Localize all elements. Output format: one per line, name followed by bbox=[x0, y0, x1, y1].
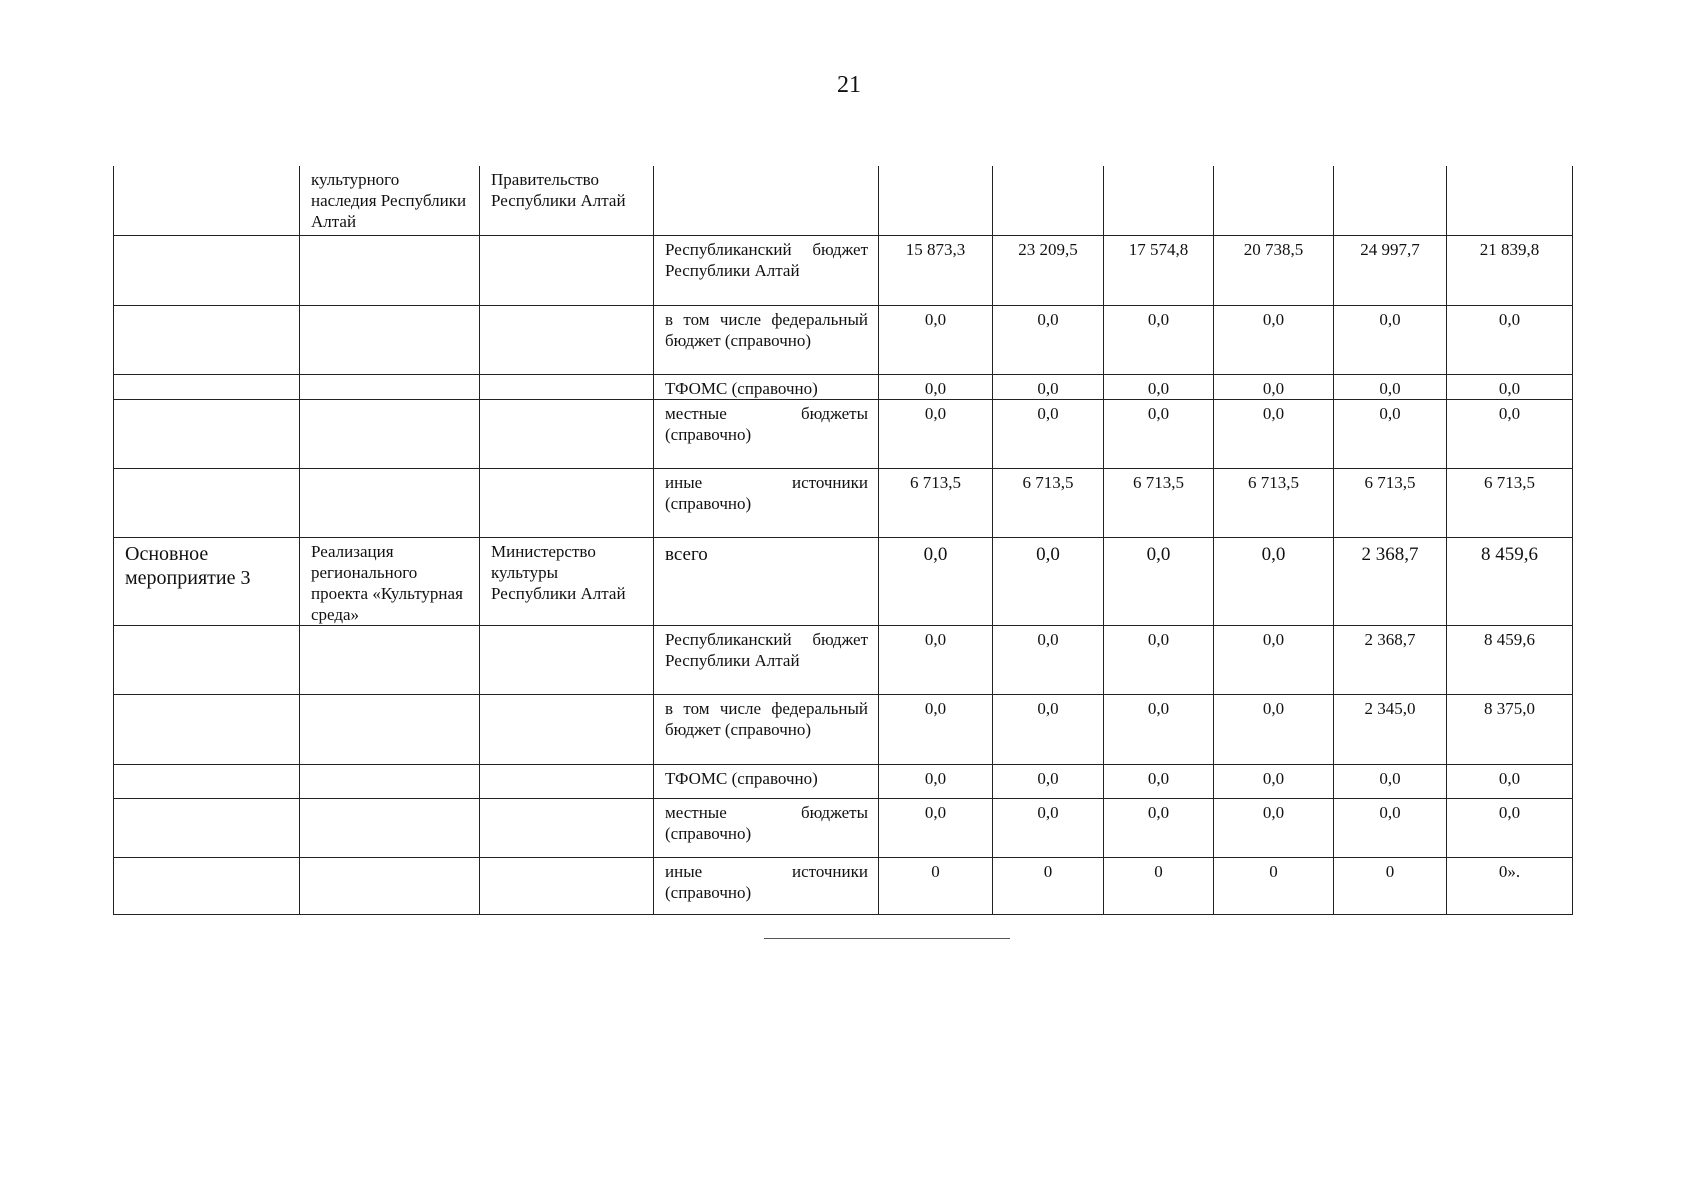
value-cell: 0,0 bbox=[993, 305, 1104, 374]
value-cell: 0,0 bbox=[1334, 305, 1447, 374]
value-cell: 0,0 bbox=[993, 694, 1104, 764]
table-row bbox=[114, 468, 1573, 537]
event-cell bbox=[114, 694, 300, 764]
event-cell bbox=[114, 166, 300, 235]
activity-cell bbox=[300, 468, 480, 537]
value-cell: 8 459,6 bbox=[1447, 625, 1573, 694]
value-cell: 21 839,8 bbox=[1447, 235, 1573, 305]
value-cell bbox=[993, 166, 1104, 235]
value-cell: 2 368,7 bbox=[1334, 537, 1447, 625]
activity-cell bbox=[300, 857, 480, 914]
activity-cell bbox=[300, 305, 480, 374]
executor-cell: Министерство культуры Республики Алтай bbox=[480, 537, 654, 625]
budget-table bbox=[113, 166, 1573, 915]
value-cell: 0,0 bbox=[1214, 625, 1334, 694]
executor-cell: Правительство Республики Алтай bbox=[480, 166, 654, 235]
value-cell: 0,0 bbox=[993, 625, 1104, 694]
activity-cell: Реализация регионального проекта «Культурная среда» bbox=[300, 537, 480, 625]
table-row bbox=[114, 857, 1573, 914]
value-cell bbox=[879, 166, 993, 235]
activity-cell bbox=[300, 798, 480, 857]
value-cell: 0,0 bbox=[1214, 764, 1334, 798]
value-cell: 0,0 bbox=[1214, 305, 1334, 374]
value-cell: 15 873,3 bbox=[879, 235, 993, 305]
value-cell: 0,0 bbox=[993, 764, 1104, 798]
value-cell: 0,0 bbox=[1334, 798, 1447, 857]
value-cell: 0,0 bbox=[879, 764, 993, 798]
event-cell bbox=[114, 235, 300, 305]
table-row bbox=[114, 305, 1573, 374]
value-cell: 24 997,7 bbox=[1334, 235, 1447, 305]
value-cell: 0,0 bbox=[1214, 399, 1334, 468]
value-cell: 0,0 bbox=[1447, 399, 1573, 468]
executor-cell bbox=[480, 764, 654, 798]
value-cell bbox=[1334, 166, 1447, 235]
value-cell: 6 713,5 bbox=[879, 468, 993, 537]
value-cell: 0,0 bbox=[1104, 798, 1214, 857]
source-cell bbox=[654, 166, 879, 235]
value-cell: 0 bbox=[1334, 857, 1447, 914]
source-cell: Республиканский бюджет Республики Алтай bbox=[654, 625, 879, 694]
value-cell: 0,0 bbox=[1334, 374, 1447, 399]
value-cell: 0,0 bbox=[1104, 537, 1214, 625]
value-cell: 0,0 bbox=[993, 399, 1104, 468]
value-cell: 0,0 bbox=[1334, 764, 1447, 798]
event-cell: Основное мероприятие 3 bbox=[114, 537, 300, 625]
source-cell: ТФОМС (справочно) bbox=[654, 374, 879, 399]
value-cell: 6 713,5 bbox=[993, 468, 1104, 537]
value-cell: 0 bbox=[1104, 857, 1214, 914]
executor-cell bbox=[480, 399, 654, 468]
activity-cell bbox=[300, 694, 480, 764]
value-cell: 0,0 bbox=[879, 625, 993, 694]
executor-cell bbox=[480, 857, 654, 914]
value-cell: 6 713,5 bbox=[1104, 468, 1214, 537]
value-cell: 0,0 bbox=[1447, 798, 1573, 857]
value-cell bbox=[1214, 166, 1334, 235]
value-cell: 0,0 bbox=[1104, 625, 1214, 694]
value-cell: 0,0 bbox=[879, 305, 993, 374]
event-cell bbox=[114, 468, 300, 537]
value-cell: 0,0 bbox=[1447, 305, 1573, 374]
table-row bbox=[114, 235, 1573, 305]
value-cell: 0,0 bbox=[1447, 764, 1573, 798]
value-cell: 0,0 bbox=[993, 374, 1104, 399]
value-cell: 2 368,7 bbox=[1334, 625, 1447, 694]
source-cell: в том числе федеральный бюджет (справочно) bbox=[654, 305, 879, 374]
activity-cell bbox=[300, 399, 480, 468]
value-cell: 6 713,5 bbox=[1214, 468, 1334, 537]
activity-cell bbox=[300, 374, 480, 399]
source-cell: местные бюджеты (справочно) bbox=[654, 798, 879, 857]
value-cell: 0,0 bbox=[1214, 798, 1334, 857]
table-row bbox=[114, 625, 1573, 694]
value-cell: 20 738,5 bbox=[1214, 235, 1334, 305]
value-cell: 2 345,0 bbox=[1334, 694, 1447, 764]
table-row bbox=[114, 537, 1573, 625]
value-cell: 6 713,5 bbox=[1447, 468, 1573, 537]
event-cell bbox=[114, 625, 300, 694]
executor-cell bbox=[480, 625, 654, 694]
event-cell bbox=[114, 798, 300, 857]
activity-cell bbox=[300, 625, 480, 694]
value-cell: 17 574,8 bbox=[1104, 235, 1214, 305]
value-cell: 8 459,6 bbox=[1447, 537, 1573, 625]
value-cell: 23 209,5 bbox=[993, 235, 1104, 305]
value-cell: 8 375,0 bbox=[1447, 694, 1573, 764]
source-cell: в том числе федеральный бюджет (справочно) bbox=[654, 694, 879, 764]
executor-cell bbox=[480, 235, 654, 305]
event-cell bbox=[114, 305, 300, 374]
value-cell: 0,0 bbox=[1214, 374, 1334, 399]
event-cell bbox=[114, 764, 300, 798]
executor-cell bbox=[480, 374, 654, 399]
source-cell: иные источники (справочно) bbox=[654, 468, 879, 537]
source-cell: ТФОМС (справочно) bbox=[654, 764, 879, 798]
table-row bbox=[114, 399, 1573, 468]
value-cell bbox=[1447, 166, 1573, 235]
value-cell: 0». bbox=[1447, 857, 1573, 914]
value-cell: 0,0 bbox=[879, 374, 993, 399]
value-cell: 0,0 bbox=[879, 694, 993, 764]
value-cell: 0,0 bbox=[1214, 537, 1334, 625]
source-cell: всего bbox=[654, 537, 879, 625]
value-cell: 0,0 bbox=[879, 537, 993, 625]
value-cell: 0 bbox=[993, 857, 1104, 914]
value-cell: 0,0 bbox=[879, 399, 993, 468]
source-cell: Республиканский бюджет Республики Алтай bbox=[654, 235, 879, 305]
value-cell: 0,0 bbox=[1104, 764, 1214, 798]
value-cell: 0,0 bbox=[1104, 399, 1214, 468]
executor-cell bbox=[480, 468, 654, 537]
value-cell: 0,0 bbox=[879, 798, 993, 857]
value-cell bbox=[1104, 166, 1214, 235]
value-cell: 0 bbox=[1214, 857, 1334, 914]
event-cell bbox=[114, 374, 300, 399]
footer-divider bbox=[764, 938, 1010, 939]
activity-cell: культурного наследия Республики Алтай bbox=[300, 166, 480, 235]
value-cell: 0,0 bbox=[1104, 694, 1214, 764]
table-row bbox=[114, 166, 1573, 235]
activity-cell bbox=[300, 235, 480, 305]
value-cell: 6 713,5 bbox=[1334, 468, 1447, 537]
executor-cell bbox=[480, 694, 654, 764]
value-cell: 0,0 bbox=[1104, 374, 1214, 399]
table-row bbox=[114, 764, 1573, 798]
activity-cell bbox=[300, 764, 480, 798]
value-cell: 0,0 bbox=[1104, 305, 1214, 374]
value-cell: 0,0 bbox=[1214, 694, 1334, 764]
value-cell: 0,0 bbox=[993, 798, 1104, 857]
table-row bbox=[114, 374, 1573, 399]
value-cell: 0,0 bbox=[993, 537, 1104, 625]
event-cell bbox=[114, 857, 300, 914]
table-row bbox=[114, 694, 1573, 764]
executor-cell bbox=[480, 798, 654, 857]
executor-cell bbox=[480, 305, 654, 374]
value-cell: 0 bbox=[879, 857, 993, 914]
event-cell bbox=[114, 399, 300, 468]
page-number: 21 bbox=[837, 72, 861, 98]
value-cell: 0,0 bbox=[1447, 374, 1573, 399]
value-cell: 0,0 bbox=[1334, 399, 1447, 468]
source-cell: местные бюджеты (справочно) bbox=[654, 399, 879, 468]
table-row bbox=[114, 798, 1573, 857]
source-cell: иные источники (справочно) bbox=[654, 857, 879, 914]
